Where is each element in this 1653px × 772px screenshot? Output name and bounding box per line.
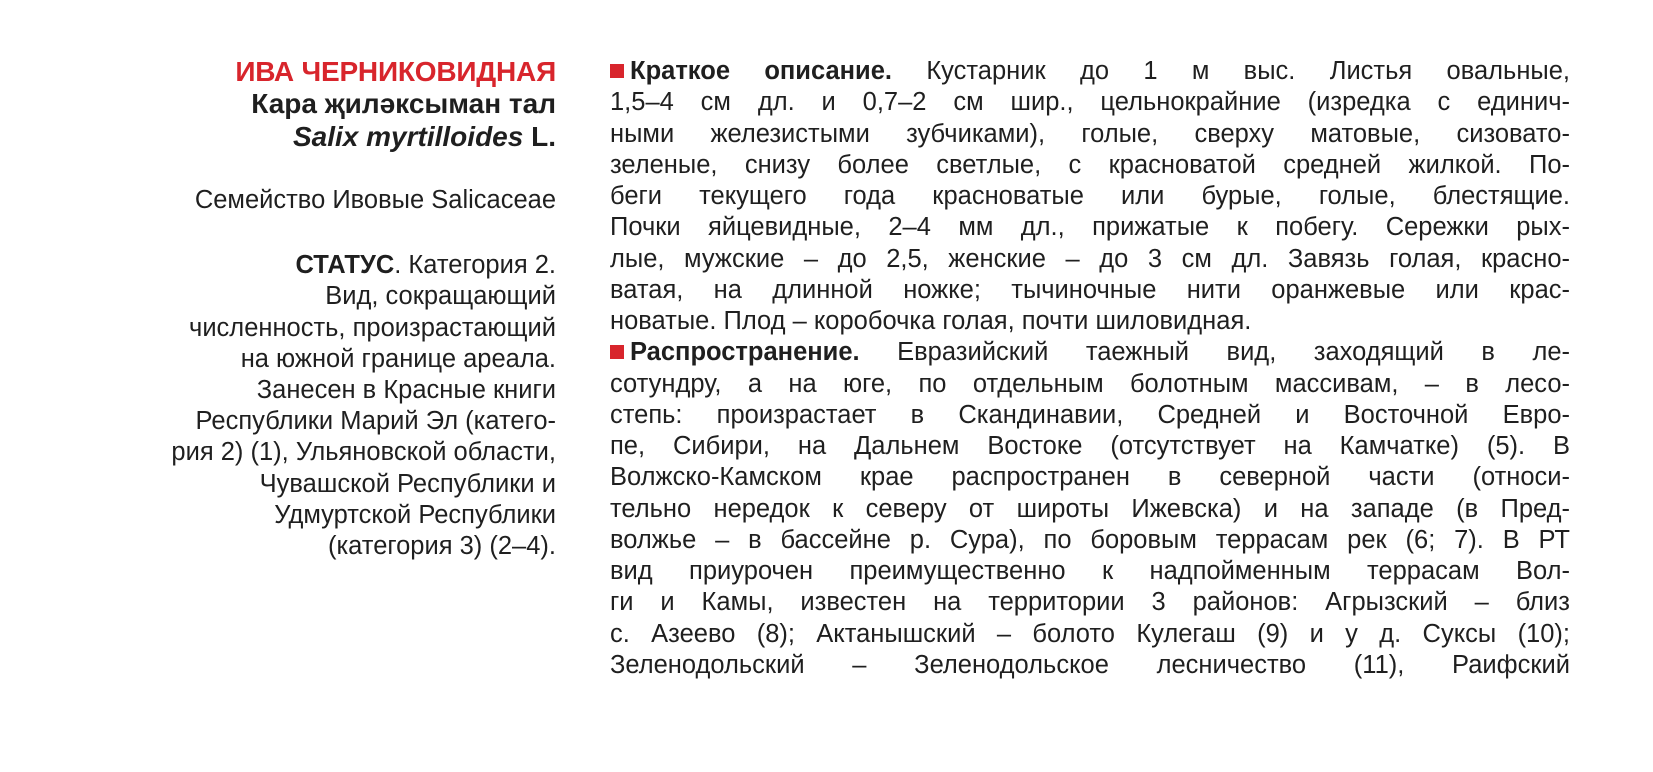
text-line: степь: произрастает в Скандинавии, Средней и Восточной Евро- xyxy=(610,400,1570,429)
status-label: СТАТУС xyxy=(295,251,395,280)
status-line: Занесен в Красные книги xyxy=(256,376,556,405)
distribution-section xyxy=(610,337,1570,681)
text-line: волжье – в бассейне р. Сура), по боровым террасам рек (6; 7). В РТ xyxy=(610,525,1570,554)
text-line: новатые. Плод – коробочка голая, почти шиловидная. xyxy=(610,307,1252,335)
text-line: вид приурочен преимущественно к надпойменным террасам Вол- xyxy=(610,557,1570,585)
text-line: Волжско-Камском крае распространен в северной части (относи- xyxy=(610,463,1570,492)
text-line: ги и Камы, известен на территории 3 районов: Агрызский – близ xyxy=(610,588,1570,617)
family-line: Семейство Ивовые Salicaceae xyxy=(194,186,556,214)
status-line: численность, произрастающий xyxy=(189,313,556,342)
text-line: Почки яйцевидные, 2–4 мм дл., прижатые к побегу. Сережки рых- xyxy=(610,213,1570,242)
text-line: с. Азеево (8); Актанышский – болото Кулегаш (9) и у д. Суксы (10); xyxy=(610,619,1570,648)
status-line: рия 2) (1), Ульяновской области, xyxy=(171,438,556,467)
status-block xyxy=(60,250,556,562)
text-line: сотундру, а на юге, по отдельным болотным массивам, – в лесо- xyxy=(610,369,1570,398)
right-column xyxy=(610,56,1570,681)
latin-name: Salix myrtilloides xyxy=(293,121,524,152)
status-line: (категория 3) (2–4). xyxy=(327,532,556,561)
status-line: Чувашской Республики и xyxy=(259,469,556,498)
text-line: беги текущего года красноватые или бурые, голые, блестящие. xyxy=(610,182,1570,210)
text-line: тельно нередок к северу от широты Ижевска) и на западе (в Пред- xyxy=(610,494,1570,523)
distribution-heading: Распространение. xyxy=(630,338,860,367)
red-square-bullet-icon xyxy=(610,64,624,78)
text-line: лые, мужские – до 2,5, женские – до 3 см дл. Завязь голая, красно- xyxy=(610,244,1570,273)
red-square-bullet-icon xyxy=(610,345,624,359)
status-text: . Категория 2. xyxy=(394,251,556,280)
status-line xyxy=(60,250,556,281)
text-line: 1,5–4 см дл. и 0,7–2 см шир., цельнокрайние (изредка с единич- xyxy=(610,88,1570,117)
text-line: Краткое описание. Кустарник до 1 м выс. Листья овальные, xyxy=(610,56,1570,87)
species-title-latin xyxy=(60,120,556,153)
status-line: на южной границе ареала. xyxy=(240,344,556,373)
text-line: пе, Сибири, на Дальнем Востоке (отсутствует на Камчатке) (5). В xyxy=(610,432,1570,460)
left-column xyxy=(60,56,556,562)
status-line: Вид, сокращающий xyxy=(325,282,556,311)
latin-author: L. xyxy=(531,121,556,152)
status-line: Республики Марий Эл (катего- xyxy=(195,407,556,436)
species-title-russian: ИВА ЧЕРНИКОВИДНАЯ xyxy=(235,56,556,87)
description-heading: Краткое описание. xyxy=(630,57,892,85)
text-line: ными железистыми зубчиками), голые, сверху матовые, сизовато- xyxy=(610,119,1570,148)
species-title-tatar: Кара җиләксыман тал xyxy=(251,88,556,119)
text-line: ватая, на длинной ножке; тычиночные нити оранжевые или крас- xyxy=(610,275,1570,304)
text-line: зеленые, снизу более светлые, с красноватой средней жилкой. По- xyxy=(610,150,1570,179)
text-line: Зеленодольский – Зеленодольское лесничество (11), Раифский xyxy=(610,650,1570,679)
text-line: Распространение. Евразийский таежный вид, заходящий в ле- xyxy=(610,337,1570,368)
description-section xyxy=(610,56,1570,337)
status-line: Удмуртской Республики xyxy=(274,500,556,529)
